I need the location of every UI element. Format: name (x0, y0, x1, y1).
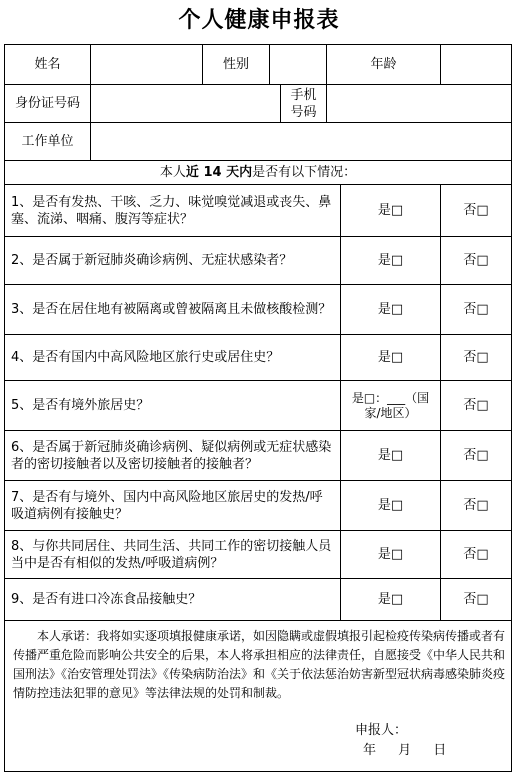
section-header-suffix: 是否有以下情况： (252, 165, 357, 180)
q2-no-checkbox[interactable]: 否□ (441, 237, 511, 285)
question-7: 7、是否有与境外、国内中高风险地区旅居史的发热/呼吸道病例有接触史？ (5, 481, 341, 531)
pledge-text: 本人承诺：我将如实逐项填报健康承诺，如因隐瞒或虚假填报引起检疫传染病传播或者有传播严重危险而影响公共安全的后果，本人将承担相应的法律责任，自愿接受《中华人民共和国刑法》《治安管理处罚法》《传染病防治法》和《关于依法惩治妨害新型冠状病毒感染肺炎疫情防控违法犯罪的意见》等法律法规的处罚和制裁。 (13, 629, 506, 700)
question-1: 1、是否有发热、干咳、乏力、味觉嗅觉减退或丧失、鼻塞、流涕、咽痛、腹泻等症状？ (5, 185, 341, 237)
q4-yes-checkbox[interactable]: 是□ (341, 335, 441, 381)
q7-no-checkbox[interactable]: 否□ (441, 481, 511, 531)
question-3: 3、是否在居住地有被隔离或曾被隔离且未做核酸检测？ (5, 285, 341, 335)
question-8: 8、与你共同居住、共同生活、共同工作的密切接触人员当中是否有相似的发热/呼吸道病例？ (5, 531, 341, 579)
q7-yes-checkbox[interactable]: 是□ (341, 481, 441, 531)
age-field[interactable] (441, 45, 511, 85)
q1-yes-checkbox[interactable]: 是□ (341, 185, 441, 237)
q8-no-checkbox[interactable]: 否□ (441, 531, 511, 579)
form-title: 个人健康申报表 (178, 8, 340, 33)
gender-field[interactable] (270, 45, 327, 85)
q2-yes-checkbox[interactable]: 是□ (341, 237, 441, 285)
q5-no-checkbox[interactable]: 否□ (441, 381, 511, 431)
work-field[interactable] (91, 123, 511, 161)
health-declaration-table (4, 44, 512, 772)
section-header (5, 161, 511, 185)
name-label: 姓名 (5, 45, 91, 85)
q3-no-checkbox[interactable]: 否□ (441, 285, 511, 335)
phone-field[interactable] (327, 85, 511, 123)
gender-label: 性别 (203, 45, 270, 85)
question-9: 9、是否有进口冷冻食品接触史？ (5, 579, 341, 621)
question-6: 6、是否属于新冠肺炎确诊病例、疑似病例或无症状感染者的密切接触者以及密切接触者的接触者？ (5, 431, 341, 481)
q1-no-checkbox[interactable]: 否□ (441, 185, 511, 237)
question-2: 2、是否属于新冠肺炎确诊病例、无症状感染者？ (5, 237, 341, 285)
question-5: 5、是否有境外旅居史？ (5, 381, 341, 431)
q9-yes-checkbox[interactable]: 是□ (341, 579, 441, 621)
age-label: 年龄 (327, 45, 441, 85)
q6-no-checkbox[interactable]: 否□ (441, 431, 511, 481)
name-field[interactable] (91, 45, 203, 85)
phone-label: 手机号码 (281, 85, 327, 123)
q9-no-checkbox[interactable]: 否□ (441, 579, 511, 621)
work-label: 工作单位 (5, 123, 91, 161)
q4-no-checkbox[interactable]: 否□ (441, 335, 511, 381)
q5-yes-checkbox[interactable]: 是□：___（国家/地区） (341, 381, 441, 431)
question-4: 4、是否有国内中高风险地区旅行史或居住史？ (5, 335, 341, 381)
id-field[interactable] (91, 85, 281, 123)
q8-yes-checkbox[interactable]: 是□ (341, 531, 441, 579)
section-header-prefix: 本人 (159, 165, 186, 180)
q6-yes-checkbox[interactable]: 是□ (341, 431, 441, 481)
section-header-emphasis: 近 14 天内 (185, 165, 253, 180)
q3-yes-checkbox[interactable]: 是□ (341, 285, 441, 335)
id-label: 身份证号码 (5, 85, 91, 123)
declarant-label: 申报人： (355, 723, 408, 738)
signature-date: 年 月 日 (363, 743, 447, 758)
